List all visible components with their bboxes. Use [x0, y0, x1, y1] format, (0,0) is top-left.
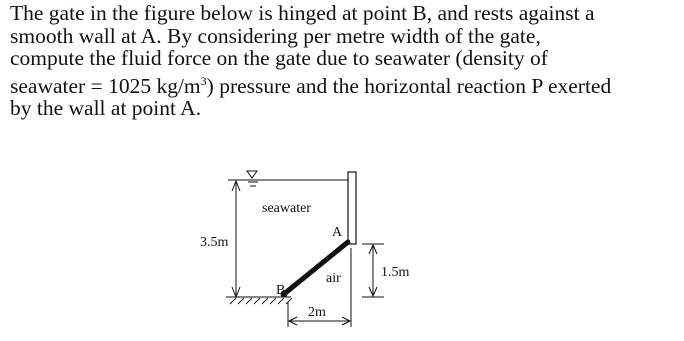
floor-hatch-3: [246, 298, 252, 304]
problem-line-2: smooth wall at A. By considering per metre width of the gate,: [10, 23, 541, 48]
problem-line-3: compute the fluid force on the gate due to seawater (density of: [10, 46, 548, 70]
gate-height-label: 1.5m: [381, 265, 410, 280]
problem-line-4-start: seawater = 1025 kg/m: [10, 73, 201, 98]
problem-line-1: The gate in the figure below is hinged at point B, and rests against a: [10, 1, 595, 25]
floor-hatch-6: [270, 298, 276, 304]
problem-line-4-end: ) pressure and the horizontal reaction P exerted: [206, 73, 612, 98]
depth-label: 3.5m: [200, 235, 229, 250]
floor-hatch-7: [278, 298, 284, 304]
smooth-wall: [348, 172, 356, 244]
gate-base-label: 2m: [308, 305, 326, 320]
free-surface-symbol: [247, 171, 257, 178]
floor-hatch-5: [262, 298, 268, 304]
fluid-label: seawater: [262, 201, 311, 216]
floor-hatch-4: [254, 298, 260, 304]
floor-hatch-2: [238, 298, 244, 304]
floor-hatch-1: [230, 298, 236, 304]
point-b-label: B: [276, 283, 286, 298]
gate-plate: [284, 242, 348, 294]
cubed-superscript: 3: [200, 73, 207, 88]
problem-line-5: by the wall at point A.: [10, 96, 202, 121]
air-label: air: [326, 271, 341, 286]
floor-hatch-8: [286, 298, 292, 304]
point-a-label: A: [332, 225, 343, 240]
